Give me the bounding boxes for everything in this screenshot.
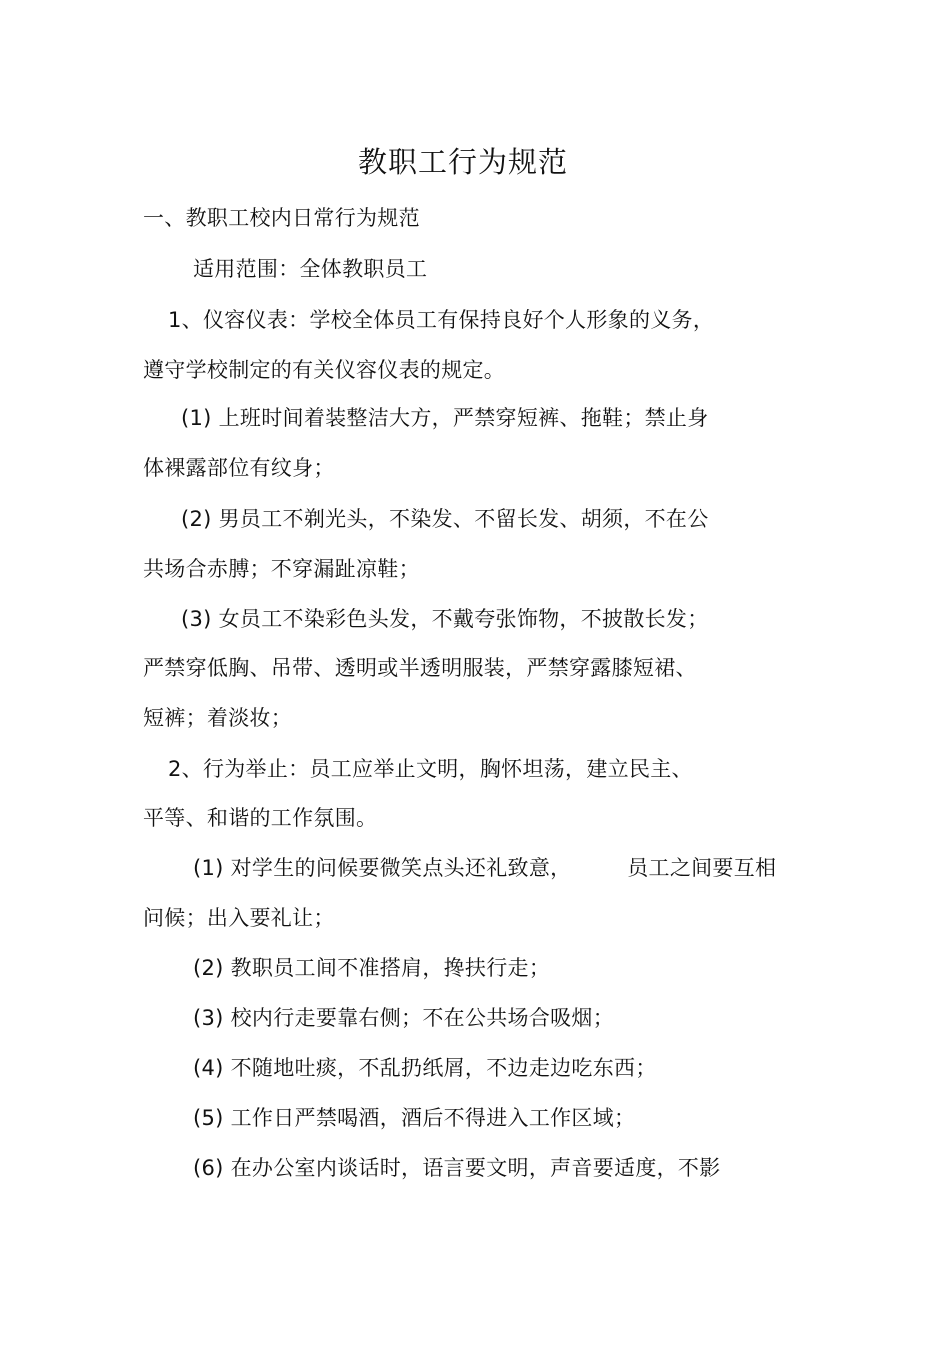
item-1-3-line-3: 短裤；着淡妆； bbox=[143, 706, 293, 730]
item-2-2: (2) 教职员工间不准搭肩，搀扶行走； bbox=[193, 956, 551, 980]
item-1-2-line-1: (2) 男员工不剃光头，不染发、不留长发、胡须，不在公 bbox=[181, 507, 709, 531]
item-2-line-2: 平等、和谐的工作氛围。 bbox=[143, 806, 378, 830]
scope-line: 适用范围：全体教职员工 bbox=[193, 257, 428, 281]
item-2-5: (5) 工作日严禁喝酒，酒后不得进入工作区域； bbox=[193, 1106, 636, 1130]
section-heading: 一、教职工校内日常行为规范 bbox=[143, 206, 420, 230]
item-1-3-line-1: (3) 女员工不染彩色头发，不戴夸张饰物，不披散长发； bbox=[181, 607, 709, 631]
document-title: 教职工行为规范 bbox=[357, 145, 568, 179]
item-1-1-line-1: (1) 上班时间着装整洁大方，严禁穿短裤、拖鞋；禁止身 bbox=[181, 406, 709, 430]
item-1-2-line-2: 共场合赤膊；不穿漏趾凉鞋； bbox=[143, 557, 420, 581]
item-2-6: (6) 在办公室内谈话时，语言要文明，声音要适度，不影 bbox=[193, 1156, 721, 1180]
item-2-1-line-1: (1) 对学生的问候要微笑点头还礼致意， 员工之间要互相 bbox=[193, 856, 777, 880]
item-2-line-1: 2、行为举止：员工应举止文明，胸怀坦荡，建立民主、 bbox=[168, 757, 693, 781]
item-1-3-line-2: 严禁穿低胸、吊带、透明或半透明服装，严禁穿露膝短裙、 bbox=[143, 656, 697, 680]
item-1-line-2: 遵守学校制定的有关仪容仪表的规定。 bbox=[143, 358, 506, 382]
item-2-3: (3) 校内行走要靠右侧；不在公共场合吸烟； bbox=[193, 1006, 615, 1030]
item-1-line-1: 1、仪容仪表：学校全体员工有保持良好个人形象的义务， bbox=[168, 308, 715, 332]
item-1-1-line-2: 体裸露部位有纹身； bbox=[143, 456, 335, 480]
item-2-4: (4) 不随地吐痰，不乱扔纸屑，不边走边吃东西； bbox=[193, 1056, 657, 1080]
item-2-1-line-2: 问候；出入要礼让； bbox=[143, 906, 335, 930]
